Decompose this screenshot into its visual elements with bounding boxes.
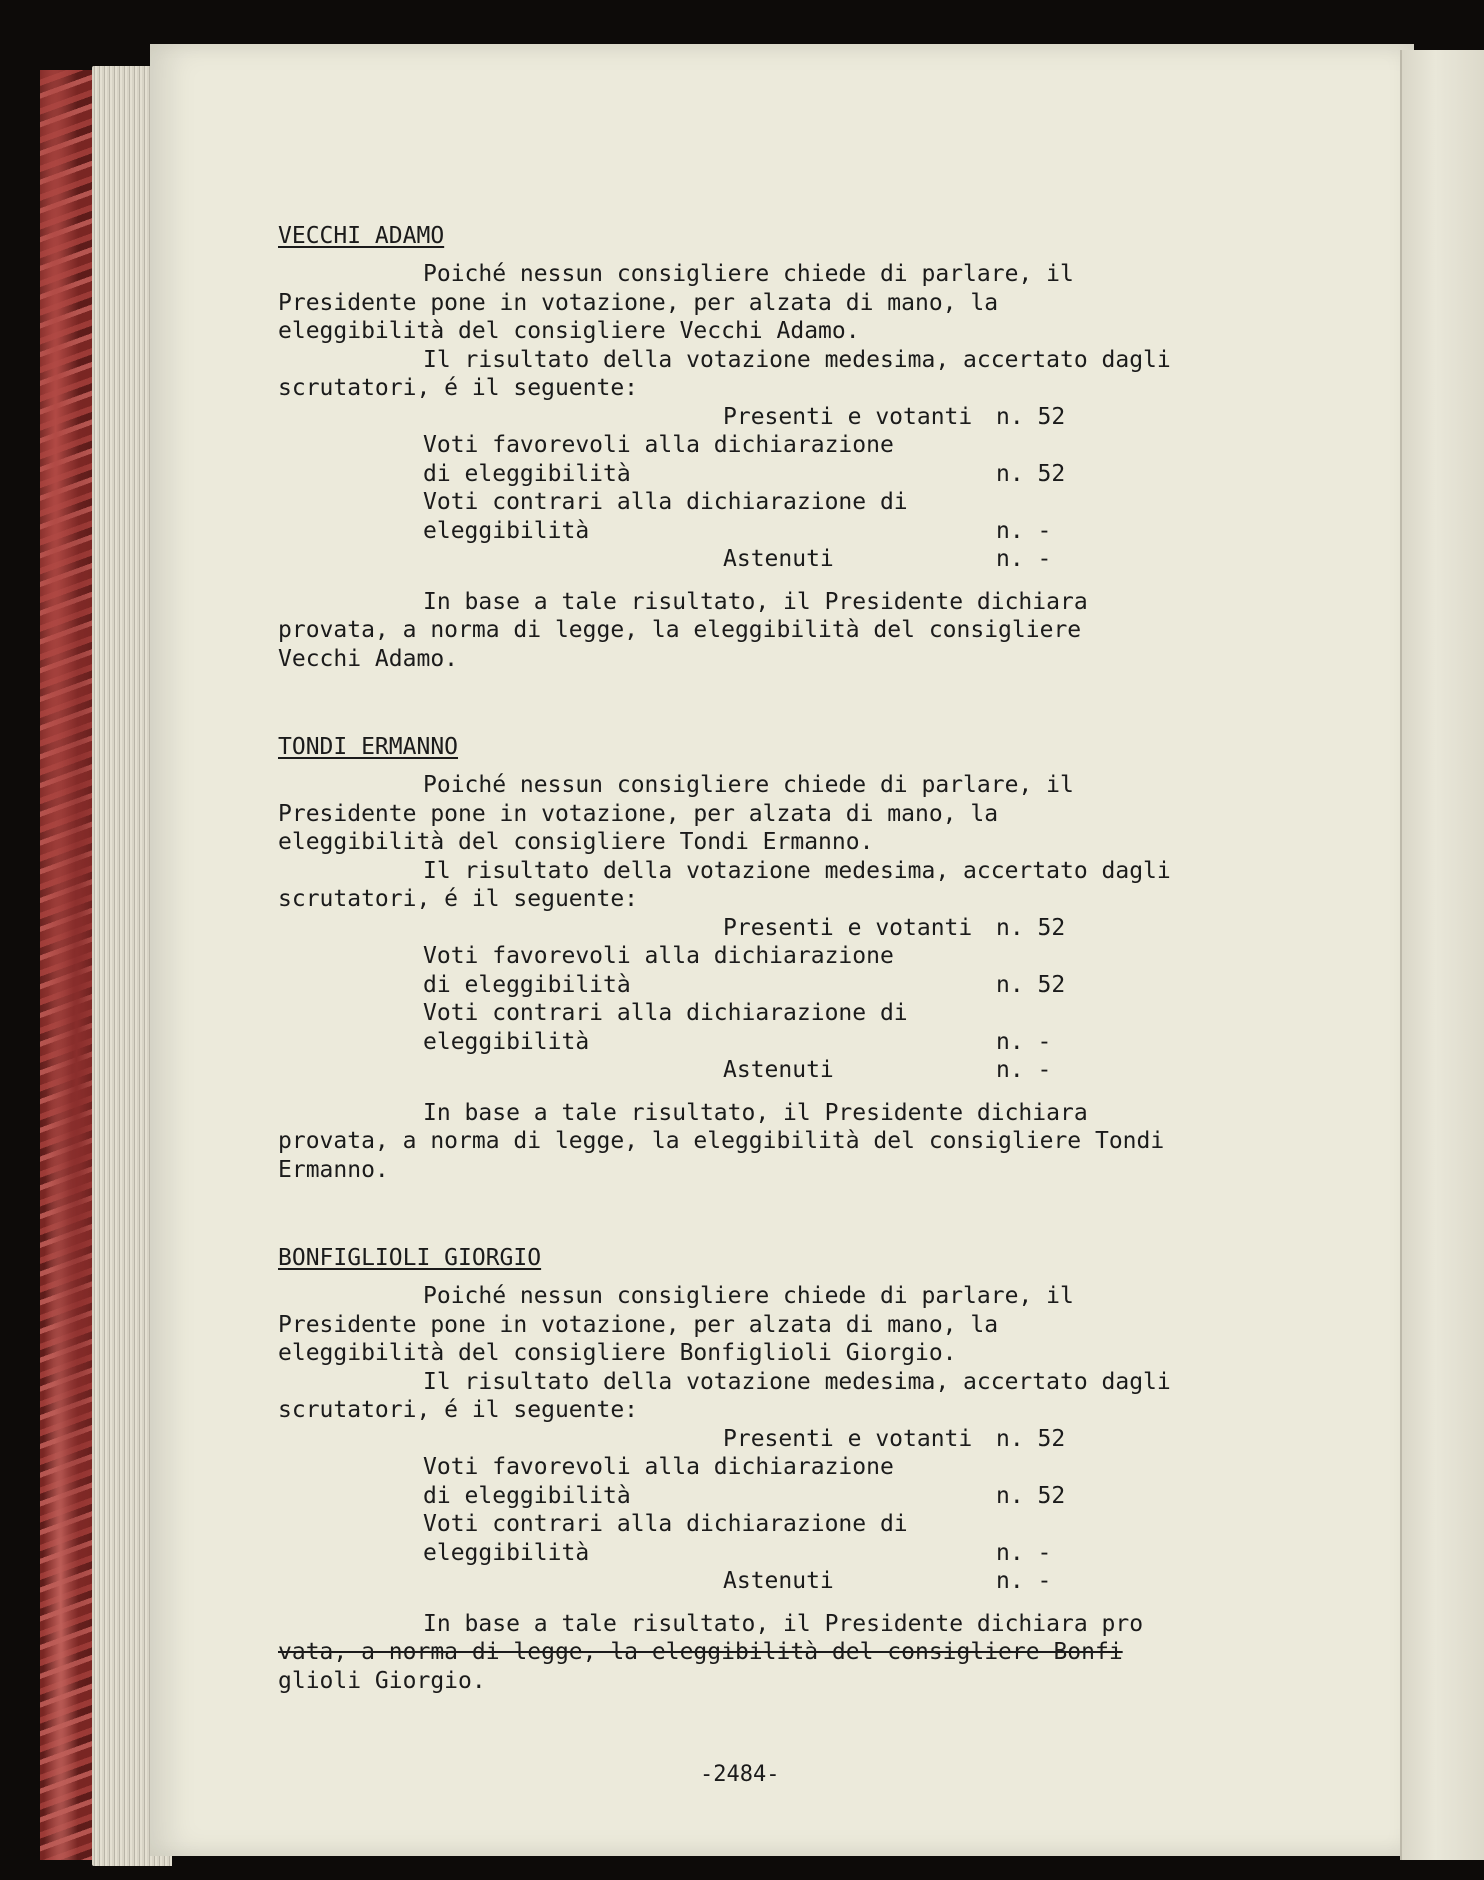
- favorevoli-label: Voti favorevoli alla dichiarazione: [423, 432, 894, 458]
- votes-block: [278, 1425, 1178, 1596]
- conclusion-line-1: In base a tale risultato, il Presidente dichiara pro: [423, 1610, 1144, 1637]
- contrari-label: Voti contrari alla dichiarazione di: [423, 489, 908, 515]
- contrari-label-2: eleggibilità: [423, 1028, 590, 1055]
- astenuti-label: Astenuti: [723, 546, 834, 572]
- conclusion-paragraph: In base a tale risultato, il Presidente dichiara provata, a norma di legge, la eleggibilità del consigliere Vecchi Adamo.: [278, 588, 1088, 672]
- astenuti-label: Astenuti: [723, 1057, 834, 1083]
- votes-block: [278, 403, 1178, 574]
- next-page-edge: [1400, 50, 1484, 1860]
- favorevoli-label: Voti favorevoli alla dichiarazione: [423, 1454, 894, 1480]
- page-number: -2484-: [700, 1762, 780, 1787]
- section-heading: TONDI ERMANNO: [278, 734, 459, 760]
- presenti-value: n. 52: [996, 1425, 1066, 1452]
- astenuti-value: n. -: [996, 1568, 1052, 1594]
- intro-paragraph: Poiché nessun consigliere chiede di parlare, il Presidente pone in votazione, per alzata di mano, la eleggibilità del consigliere Bonfiglioli Giorgio.: [278, 1283, 1074, 1366]
- favorevoli-label-2: di eleggibilità: [423, 971, 631, 998]
- result-intro: Il risultato della votazione medesima, accertato dagli scrutatori, é il seguente:: [278, 857, 1171, 912]
- result-intro: Il risultato della votazione medesima, accertato dagli scrutatori, é il seguente:: [278, 1368, 1171, 1423]
- conclusion-line-3: glioli Giorgio.: [278, 1667, 486, 1694]
- presenti-label: Presenti e votanti: [723, 914, 973, 941]
- presenti-label: Presenti e votanti: [723, 1425, 973, 1452]
- contrari-label: Voti contrari alla dichiarazione di: [423, 1511, 908, 1537]
- section-tondi: [278, 733, 1178, 1184]
- votes-block: [278, 914, 1178, 1085]
- presenti-label: Presenti e votanti: [723, 403, 973, 430]
- section-bonfiglioli: [278, 1244, 1178, 1695]
- contrari-label-2: eleggibilità: [423, 517, 590, 544]
- favorevoli-label-2: di eleggibilità: [423, 460, 631, 487]
- astenuti-label: Astenuti: [723, 1568, 834, 1594]
- astenuti-value: n. -: [996, 546, 1052, 572]
- conclusion-line-2: vata, a norma di legge, la eleggibilità del consigliere Bonfi: [278, 1639, 1123, 1665]
- intro-paragraph: Poiché nessun consigliere chiede di parlare, il Presidente pone in votazione, per alzata di mano, la eleggibilità del consigliere Tondi Ermanno.: [278, 772, 1074, 855]
- presenti-value: n. 52: [996, 403, 1066, 430]
- section-heading: VECCHI ADAMO: [278, 223, 445, 249]
- favorevoli-value: n. 52: [996, 460, 1066, 487]
- contrari-value: n. -: [996, 1028, 1052, 1055]
- section-vecchi: [278, 222, 1178, 673]
- contrari-label-2: eleggibilità: [423, 1539, 590, 1566]
- document-body: [278, 222, 1178, 1695]
- section-heading: BONFIGLIOLI GIORGIO: [278, 1245, 542, 1271]
- contrari-label: Voti contrari alla dichiarazione di: [423, 1000, 908, 1026]
- favorevoli-value: n. 52: [996, 1482, 1066, 1509]
- favorevoli-label: Voti favorevoli alla dichiarazione: [423, 943, 894, 969]
- favorevoli-value: n. 52: [996, 971, 1066, 998]
- result-intro: Il risultato della votazione medesima, accertato dagli scrutatori, é il seguente:: [278, 346, 1171, 401]
- conclusion-paragraph: In base a tale risultato, il Presidente dichiara provata, a norma di legge, la eleggibilità del consigliere Tondi Ermanno.: [278, 1099, 1165, 1183]
- favorevoli-label-2: di eleggibilità: [423, 1482, 631, 1509]
- contrari-value: n. -: [996, 517, 1052, 544]
- presenti-value: n. 52: [996, 914, 1066, 941]
- contrari-value: n. -: [996, 1539, 1052, 1566]
- astenuti-value: n. -: [996, 1057, 1052, 1083]
- intro-paragraph: Poiché nessun consigliere chiede di parlare, il Presidente pone in votazione, per alzata di mano, la eleggibilità del consigliere Vecchi Adamo.: [278, 261, 1074, 344]
- book-spine: [40, 70, 95, 1860]
